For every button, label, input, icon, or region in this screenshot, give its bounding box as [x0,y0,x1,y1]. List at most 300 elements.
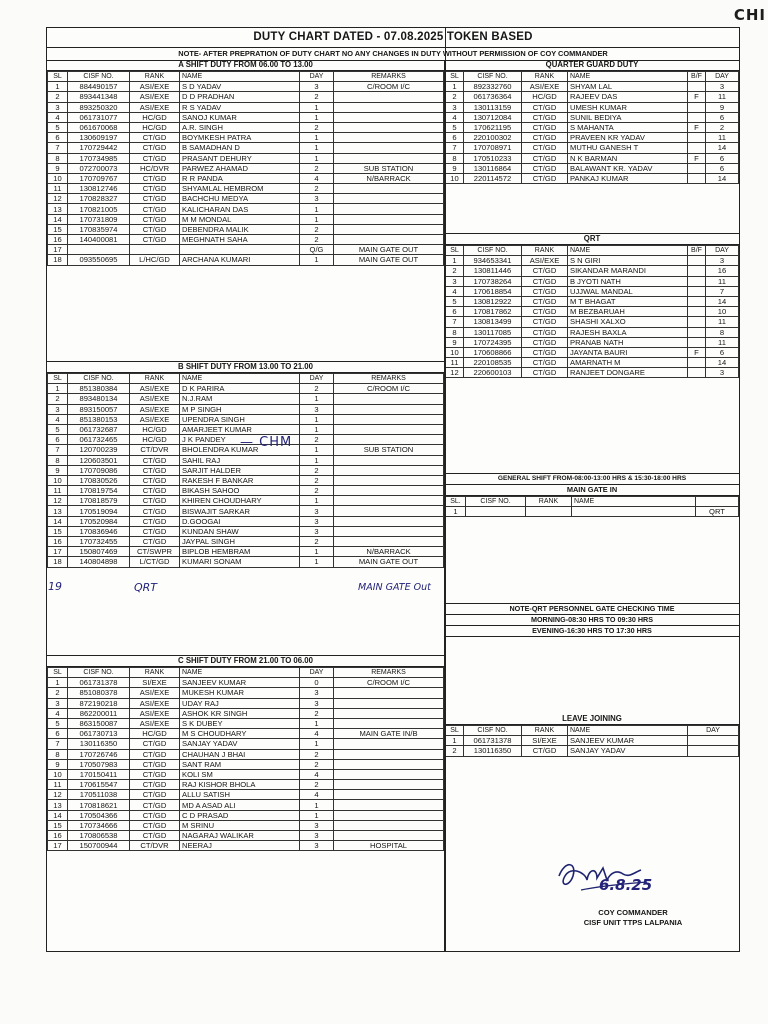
table-cell: ASI/EXE [130,384,180,394]
table-cell: 061730713 [68,729,130,739]
table-cell: 893441348 [68,92,130,102]
table-cell: 6 [446,307,464,317]
leave-joining-table [445,725,739,757]
signature-designation: COY COMMANDER [598,908,668,917]
table-cell: 170817862 [464,307,522,317]
table-cell: 8 [48,749,68,759]
table-cell: 170726746 [68,749,130,759]
table-cell: ASI/EXE [522,82,568,92]
c-shift-table [47,667,444,851]
table-cell: B SAMADHAN D [180,143,300,153]
table-cell: SANJAY YADAV [180,739,300,749]
table-cell [130,245,180,255]
table-cell [688,143,706,153]
table-row [48,122,444,132]
table-cell: HC/GD [130,729,180,739]
qrt-table [445,245,739,378]
table-cell: 130116350 [68,739,130,749]
table-cell: 150807469 [68,547,130,557]
table-row [48,496,444,506]
table-row [48,841,444,851]
table-row [48,547,444,557]
table-cell [334,414,444,424]
table-row [48,718,444,728]
table-cell [688,368,706,378]
table-row [446,173,739,183]
table-cell: 170806538 [68,831,130,841]
table-row [446,286,739,296]
handwritten-main-gate-out: MAIN GATE Out [358,582,431,593]
table-cell: 1 [300,414,334,424]
table-cell: RAJ KISHOR BHOLA [180,780,300,790]
table-cell: 863150087 [68,718,130,728]
table-cell: CT/GD [130,496,180,506]
table-cell: 6 [706,153,739,163]
table-cell: L/CT/GD [130,557,180,567]
table-cell: 3 [300,82,334,92]
table-cell: 170510233 [464,153,522,163]
table-cell [334,537,444,547]
table-cell: CT/GD [130,214,180,224]
table-cell: NAGARAJ WALIKAR [180,831,300,841]
table-cell [688,173,706,183]
table-cell: 3 [48,698,68,708]
table-cell: R S YADAV [180,102,300,112]
main-gate-in-title: MAIN GATE IN [445,485,739,496]
table-cell: D.GOOGAI [180,516,300,526]
col-header: DAY [706,246,739,256]
table-cell: CT/GD [522,746,568,756]
table-cell [334,235,444,245]
col-header: SL [48,72,68,82]
table-cell: F [688,122,706,132]
table-cell [334,820,444,830]
table-cell [334,153,444,163]
table-cell: 10 [446,347,464,357]
table-row [48,92,444,102]
table-cell: CT/GD [522,122,568,132]
qrt-title: QRT [445,233,739,245]
table-cell: 15 [48,224,68,234]
table-cell: 5 [48,718,68,728]
table-cell: 7 [446,317,464,327]
table-cell: RAKESH F BANKAR [180,475,300,485]
table-cell: 130811446 [464,266,522,276]
table-cell: 2 [300,475,334,485]
table-row [48,455,444,465]
table-cell: 3 [48,102,68,112]
c-shift-panel [47,655,445,951]
table-cell: UMESH KUMAR [568,102,688,112]
table-cell: 170615547 [68,780,130,790]
table-cell: 12 [48,790,68,800]
general-shift-title: GENERAL SHIFT FROM-08:00-13:00 HRS & 15:30-18:00 HRS [445,473,739,485]
table-cell: 140804898 [68,557,130,567]
table-cell: 934653341 [464,256,522,266]
table-cell: 170150411 [68,769,130,779]
table-cell: 1 [300,739,334,749]
table-cell: 3 [300,841,334,851]
table-cell: NEERAJ [180,841,300,851]
table-cell: CHAUHAN J BHAI [180,749,300,759]
table-row [48,810,444,820]
table-cell: 1 [446,736,464,746]
table-cell: 3 [300,526,334,536]
table-cell: 3 [300,516,334,526]
col-header: CISF NO. [68,374,130,384]
table-cell: 6 [48,133,68,143]
table-cell: 17 [48,547,68,557]
table-cell: 1 [300,800,334,810]
b-shift-table [47,373,444,568]
table-cell: ASI/EXE [130,414,180,424]
table-cell: CT/GD [130,820,180,830]
table-cell: SANT RAM [180,759,300,769]
table-cell: L/HC/GD [130,255,180,265]
table-row [446,163,739,173]
table-cell: 6 [706,112,739,122]
table-cell: 14 [48,214,68,224]
table-cell: 170738264 [464,276,522,286]
table-cell: 130609197 [68,133,130,143]
table-cell: CT/GD [522,337,568,347]
col-header: SL [48,668,68,678]
col-header: CISF NO. [68,72,130,82]
table-cell: SHYAMLAL HEMBROM [180,184,300,194]
table-cell [334,204,444,214]
table-cell: 140400081 [68,235,130,245]
table-cell: N K BARMAN [568,153,688,163]
table-cell [180,245,300,255]
table-row [48,384,444,394]
table-cell: MAIN GATE OUT [334,255,444,265]
table-cell: 3 [300,831,334,841]
table-cell: 4 [48,112,68,122]
table-row [446,266,739,276]
table-cell: 1 [300,153,334,163]
table-cell: SI/EXE [130,678,180,688]
table-cell: 170734985 [68,153,130,163]
table-cell [334,790,444,800]
table-cell: PRAVEEN KR YADAV [568,133,688,143]
table-cell: 1 [300,557,334,567]
table-cell: 170836946 [68,526,130,536]
table-cell: SARJIT HALDER [180,465,300,475]
table-cell: CT/GD [130,475,180,485]
table-row [48,688,444,698]
table-cell: 170819754 [68,486,130,496]
table-row [48,465,444,475]
table-cell: 9 [48,163,68,173]
table-row [48,820,444,830]
table-cell: 17 [48,245,68,255]
table-row [446,307,739,317]
col-header: NAME [572,497,696,507]
table-cell: UPENDRA SINGH [180,414,300,424]
table-cell: ASI/EXE [130,102,180,112]
table-cell [334,708,444,718]
table-cell: CT/GD [130,810,180,820]
table-cell: 9 [446,163,464,173]
table-cell: CT/SWPR [130,547,180,557]
table-cell: 1 [446,256,464,266]
table-cell: 130116864 [464,163,522,173]
table-cell: ASI/EXE [130,688,180,698]
table-cell [68,245,130,255]
table-cell: 11 [48,184,68,194]
table-cell: 061731378 [464,736,522,746]
table-cell: CT/GD [522,112,568,122]
table-cell: 11 [446,358,464,368]
table-cell: CT/GD [130,143,180,153]
table-cell: N.J.RAM [180,394,300,404]
table-row [48,153,444,163]
qrt-panel [445,233,739,378]
table-cell: CT/GD [130,224,180,234]
table-cell [334,688,444,698]
table-cell: 2 [446,266,464,276]
table-cell: 170732455 [68,537,130,547]
table-cell: ASI/EXE [130,708,180,718]
table-cell: 2 [300,537,334,547]
table-cell [688,746,739,756]
table-cell: M T BHAGAT [568,296,688,306]
table-cell: HC/GD [522,92,568,102]
table-cell: A.R. SINGH [180,122,300,132]
table-cell: SUB STATION [334,445,444,455]
table-row [446,122,739,132]
table-cell: 170821005 [68,204,130,214]
table-cell: 14 [48,516,68,526]
table-cell [688,736,739,746]
table-cell: 4 [300,790,334,800]
a-shift-title: A SHIFT DUTY FROM 06.00 TO 13.00 [47,60,444,71]
table-row [48,414,444,424]
table-cell [334,800,444,810]
table-cell [334,112,444,122]
table-cell: B JYOTI NATH [568,276,688,286]
table-cell: 8 [48,455,68,465]
table-cell [334,526,444,536]
table-cell: 7 [48,739,68,749]
table-cell: 170709767 [68,173,130,183]
table-cell: 1 [300,718,334,728]
table-cell: SI/EXE [522,736,568,746]
table-cell: D D PRADHAN [180,92,300,102]
column-divider [445,28,446,951]
table-cell: M P SINGH [180,404,300,414]
col-header: RANK [522,246,568,256]
col-header: B/F [688,72,706,82]
table-cell: 130113159 [464,102,522,112]
table-cell: 2 [706,122,739,132]
table-cell: 893250320 [68,102,130,112]
table-cell: 13 [48,506,68,516]
table-cell: CT/GD [130,184,180,194]
table-cell: 220114572 [464,173,522,183]
quarter-guard-panel [445,60,739,184]
table-cell: CT/GD [522,358,568,368]
table-cell: 170708971 [464,143,522,153]
table-cell [572,507,696,517]
table-cell: 8 [446,153,464,163]
table-cell: 2 [48,394,68,404]
table-cell: 0 [300,678,334,688]
table-cell [334,455,444,465]
table-cell [688,317,706,327]
table-cell: 3 [300,404,334,414]
table-row [446,507,739,517]
table-cell: 4 [300,173,334,183]
table-cell: CT/GD [130,506,180,516]
table-cell: KUMARI SONAM [180,557,300,567]
a-shift-table [47,71,444,266]
table-cell: SANJAY YADAV [568,746,688,756]
table-cell: 11 [48,780,68,790]
table-cell: CT/GD [130,769,180,779]
table-cell [334,749,444,759]
table-cell: 14 [706,296,739,306]
table-cell: 2 [300,749,334,759]
table-cell: 5 [48,122,68,132]
table-cell: KALICHARAN DAS [180,204,300,214]
table-cell: KOLI SM [180,769,300,779]
gate-note-line: EVENING-16:30 HRS TO 17:30 HRS [532,626,652,635]
table-cell: 1 [446,507,466,517]
quarter-guard-title: QUARTER GUARD DUTY [445,60,739,71]
col-header [696,497,739,507]
table-cell: BACHCHU MEDYA [180,194,300,204]
table-cell: CT/GD [130,759,180,769]
table-cell: SHASHI XALXO [568,317,688,327]
table-cell [334,224,444,234]
table-cell: 15 [48,820,68,830]
table-cell: RAJESH BAXLA [568,327,688,337]
table-cell [688,163,706,173]
table-row [48,173,444,183]
col-header: SL. [446,497,466,507]
table-cell: 061670068 [68,122,130,132]
table-cell: 3 [48,404,68,414]
table-cell: 6 [706,163,739,173]
table-cell [334,214,444,224]
table-cell: S D YADAV [180,82,300,92]
table-cell: ASI/EXE [522,256,568,266]
table-row [446,102,739,112]
table-cell: 5 [446,122,464,132]
table-cell: F [688,153,706,163]
table-cell: PARWEZ AHAMAD [180,163,300,173]
col-header: REMARKS [334,72,444,82]
table-cell: SANOJ KUMAR [180,112,300,122]
table-cell: PRANAB NATH [568,337,688,347]
col-header: CISF NO. [464,726,522,736]
col-header: B/F [688,246,706,256]
col-header: DAY [300,72,334,82]
table-cell [334,831,444,841]
table-cell: 170828327 [68,194,130,204]
table-cell: 851380153 [68,414,130,424]
table-cell: 130712084 [464,112,522,122]
table-cell [334,92,444,102]
table-cell: BISWAJIT SARKAR [180,506,300,516]
table-cell [334,718,444,728]
table-cell: KHIREN CHOUDHARY [180,496,300,506]
table-cell: 061732465 [68,435,130,445]
table-cell: 120603501 [68,455,130,465]
table-cell: CT/GD [130,790,180,800]
signature-date: 6.8.25 [599,876,653,894]
table-cell: 14 [706,358,739,368]
table-row [446,746,739,756]
table-cell [334,435,444,445]
table-cell: HC/GD [130,122,180,132]
table-cell: 170835974 [68,224,130,234]
table-cell: 11 [706,276,739,286]
table-cell: CT/GD [130,800,180,810]
table-cell: 1 [300,255,334,265]
table-cell [688,307,706,317]
duty-chart-sheet [46,27,740,952]
col-header: RANK [522,72,568,82]
table-cell: BOYMKESH PATRA [180,133,300,143]
leave-joining-title: LEAVE JOINING [445,714,739,725]
table-cell: 17 [48,841,68,851]
col-header: DAY [300,374,334,384]
document-note: NOTE- AFTER PREPRATION OF DUTY CHART NO ANY CHANGES IN DUTY WITHOUT PERMISSION OF COY COMMANDER [47,48,739,61]
table-cell: CT/GD [130,831,180,841]
table-cell: HC/GD [130,112,180,122]
table-cell: 4 [446,286,464,296]
table-row [446,133,739,143]
table-row [48,800,444,810]
col-header: RANK [130,668,180,678]
table-row [48,780,444,790]
table-cell: 220600103 [464,368,522,378]
col-header: RANK [130,374,180,384]
col-header: REMARKS [334,668,444,678]
table-cell: 851080378 [68,688,130,698]
table-cell: 7 [48,445,68,455]
table-cell [334,739,444,749]
table-row [48,143,444,153]
table-cell: 16 [48,235,68,245]
table-cell: D K PARIRA [180,384,300,394]
table-cell: CT/GD [522,163,568,173]
table-cell: MD A ASAD ALI [180,800,300,810]
table-cell: CT/GD [522,296,568,306]
table-cell: 6 [706,347,739,357]
table-cell: HC/GD [130,424,180,434]
table-cell: 1 [300,445,334,455]
table-cell: Q/G [300,245,334,255]
table-cell: R R PANDA [180,173,300,183]
table-cell [334,486,444,496]
col-header: DAY [300,668,334,678]
table-row [446,347,739,357]
table-cell: F [688,92,706,102]
table-cell: 150700944 [68,841,130,851]
col-header: NAME [180,72,300,82]
handwritten-qrt: QRT [134,581,158,594]
table-cell: 170520984 [68,516,130,526]
table-cell: CT/DVR [130,841,180,851]
table-row [446,736,739,746]
table-cell: 6 [48,729,68,739]
table-cell: CT/GD [522,143,568,153]
table-row [48,557,444,567]
table-cell: 9 [48,759,68,769]
